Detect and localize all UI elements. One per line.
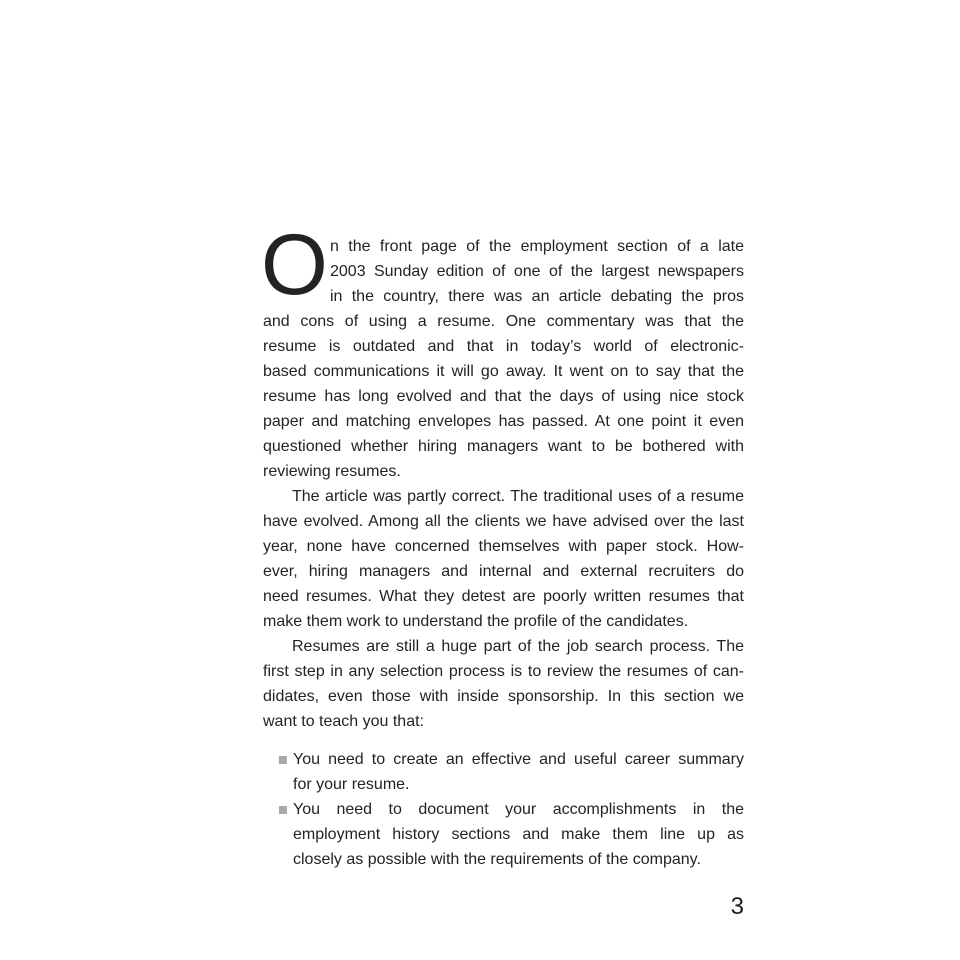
text-line: make them work to understand the profile of the candidates. [263,613,689,630]
list-item [263,747,744,797]
text-line: You need to create an effective and useful career summary [293,751,744,768]
text-line: didates, even those with inside sponsorship. In this section we [263,688,744,705]
text-line: Resumes are still a huge part of the job search process. The [292,638,744,655]
text-line: resume is outdated and that in today’s world of electronic- [263,338,744,355]
page-number: 3 [730,893,744,920]
text-line: The article was partly correct. The traditional uses of a resume [292,488,744,505]
text-line: You need to document your accomplishments in the [293,801,744,818]
intro-paragraph-indented-lines [330,234,744,309]
text-line: 2003 Sunday edition of one of the largest newspapers [330,263,744,280]
paragraph-2 [263,484,744,634]
paragraph-3 [263,634,744,734]
text-line: n the front page of the employment section of a late [330,238,744,255]
text-line: paper and matching envelopes has passed. At one point it even [263,413,744,430]
text-line: closely as possible with the requirements of the company. [293,851,701,868]
text-line: reviewing resumes. [263,463,401,480]
text-line: want to teach you that: [263,713,424,730]
text-line: ever, hiring managers and internal and external recruiters do [263,563,744,580]
text-line: resume has long evolved and that the days of using nice stock [263,388,744,405]
intro-paragraph [263,309,744,484]
list-item [263,797,744,872]
drop-cap: O [261,217,328,313]
text-line: year, none have concerned themselves with paper stock. How- [263,538,744,555]
text-line: employment history sections and make them line up as [293,826,744,843]
text-line: have evolved. Among all the clients we have advised over the last [263,513,744,530]
text-line: and cons of using a resume. One commentary was that the [263,313,744,330]
bullet-square-icon [279,806,287,814]
bullet-square-icon [279,756,287,764]
text-line: need resumes. What they detest are poorly written resumes that [263,588,744,605]
text-line: for your resume. [293,776,410,793]
text-line: in the country, there was an article debating the pros [330,288,744,305]
text-line: based communications it will go away. It went on to say that the [263,363,744,380]
text-line: first step in any selection process is to review the resumes of can- [263,663,744,680]
text-line: questioned whether hiring managers want to be bothered with [263,438,744,455]
bullet-list [263,747,744,872]
